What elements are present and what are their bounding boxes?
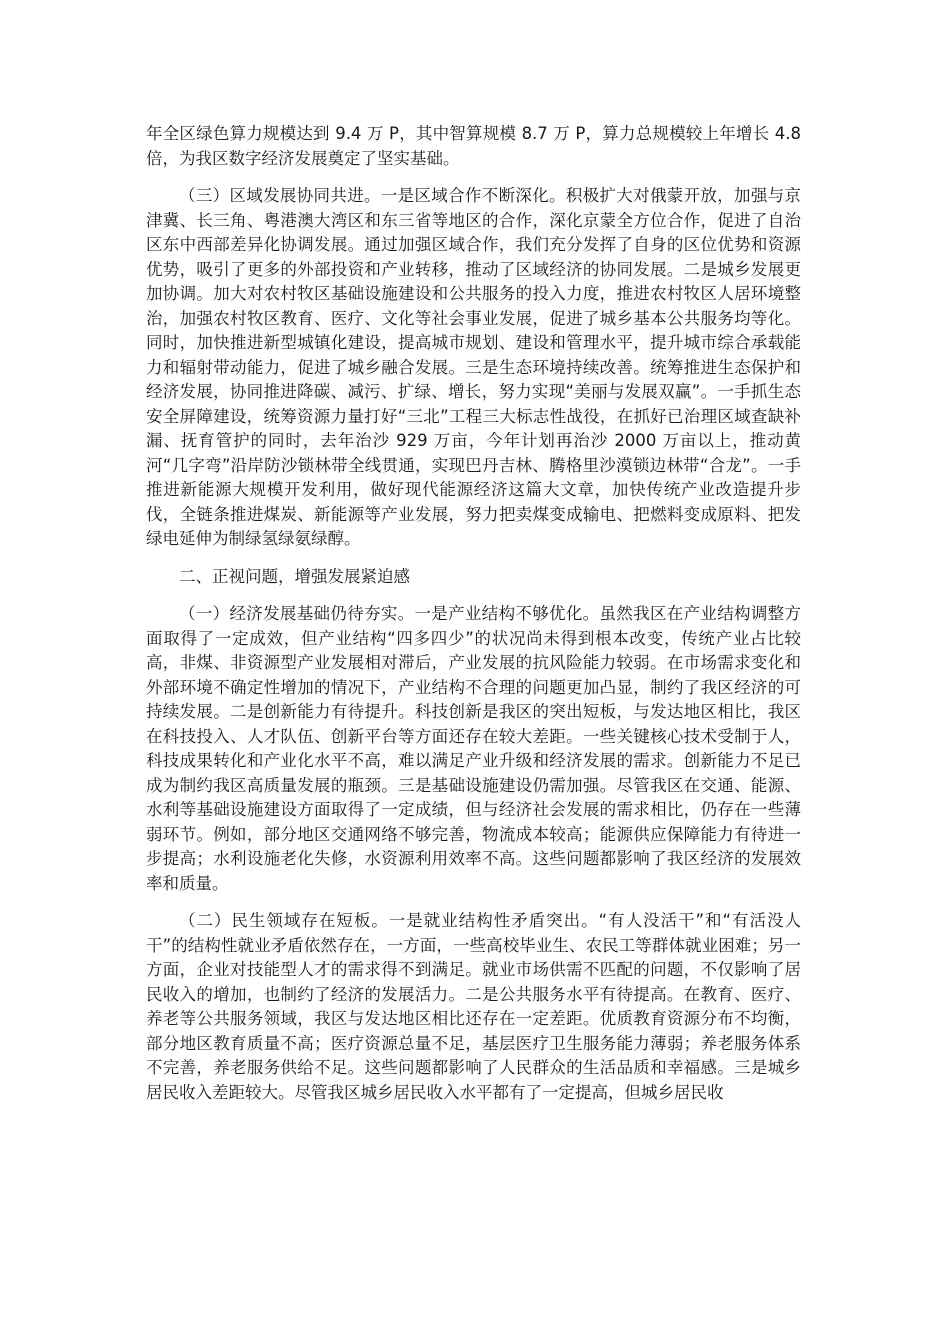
- paragraph-livelihood-shortcomings: （二）民生领域存在短板。一是就业结构性矛盾突出。“有人没活干”和“有活没人干”的结构性就业矛盾依然存在，一方面，一些高校毕业生、农民工等群体就业困难；另一方面，企业对技能型人才的需求得不到满足。就业市场供需不匹配的问题，不仅影响了居民收入的增加，也制约了经济的发展活力。二是公共服务水平有待提高。在教育、医疗、养老等公共服务领域，我区与发达地区相比还存在一定差距。优质教育资源分布不均衡，部分地区教育质量不高；医疗资源总量不足，基层医疗卫生服务能力薄弱；养老服务体系不完善，养老服务供给不足。这些问题都影响了人民群众的生活品质和幸福感。三是城乡居民收入差距较大。尽管我区城乡居民收入水平都有了一定提高，但城乡居民收: [146, 911, 801, 1102]
- section-heading-problems: 二、正视问题，增强发展紧迫感: [179, 566, 410, 586]
- paragraph-computing-power: 年全区绿色算力规模达到 9.4 万 P，其中智算规模 8.7 万 P，算力总规模较上年增长 4.8 倍，为我区数字经济发展奠定了坚实基础。: [146, 124, 801, 168]
- paragraph-regional-coordination: （三）区域发展协同共进。一是区域合作不断深化。积极扩大对俄蒙开放，加强与京津冀、长三角、粤港澳大湾区和东三省等地区的合作，深化京蒙全方位合作，促进了自治区东中西部差异化协调发展。通过加强区域合作，我们充分发挥了自身的区位优势和资源优势，吸引了更多的外部投资和产业转移，推动了区域经济的协同发展。二是城乡发展更加协调。加大对农村牧区基础设施建设和公共服务的投入力度，推进农村牧区人居环境整治，加强农村牧区教育、医疗、文化等社会事业发展，促进了城乡基本公共服务均等化。同时，加快推进新型城镇化建设，提高城市规划、建设和管理水平，提升城市综合承载能力和辐射带动能力，促进了城乡融合发展。三是生态环境持续改善。统筹推进生态保护和经济发展，协同推进降碳、减污、扩绿、增长，努力实现“美丽与发展双赢”。一手抓生态安全屏障建设，统筹资源力量打好“三北”工程三大标志性战役，在抓好已治理区域查缺补漏、抚育管护的同时，去年治沙 929 万亩，今年计划再治沙 2000 万亩以上，推动黄河“几字弯”沿岸防沙锁林带全线贯通，实现巴丹吉林、腾格里沙漠锁边林带“合龙”。一手推进新能源大规模开发利用，做好现代能源经济这篇大文章，加快传统产业改造提升步伐，全链条推进煤炭、新能源等产业发展，努力把卖煤变成输电、把燃料变成原料、把发绿电延伸为制绿氢绿氨绿醇。: [146, 186, 801, 548]
- paragraph-economic-foundation: （一）经济发展基础仍待夯实。一是产业结构不够优化。虽然我区在产业结构调整方面取得了一定成效，但产业结构“四多四少”的状况尚未得到根本改变，传统产业占比较高，非煤、非资源型产业发展相对滞后，产业发展的抗风险能力较弱。在市场需求变化和外部环境不确定性增加的情况下，产业结构不合理的问题更加凸显，制约了我区经济的可持续发展。二是创新能力有待提升。科技创新是我区的突出短板，与发达地区相比，我区在科技投入、人才队伍、创新平台等方面还存在较大差距。一些关键核心技术受制于人，科技成果转化和产业化水平不高，难以满足产业升级和经济发展的需求。创新能力不足已成为制约我区高质量发展的瓶颈。三是基础设施建设仍需加强。尽管我区在交通、能源、水利等基础设施建设方面取得了一定成绩，但与经济社会发展的需求相比，仍存在一些薄弱环节。例如，部分地区交通网络不够完善，物流成本较高；能源供应保障能力有待进一步提高；水利设施老化失修，水资源利用效率不高。这些问题都影响了我区经济的发展效率和质量。: [146, 604, 801, 893]
- document-page: [146, 122, 801, 1118]
